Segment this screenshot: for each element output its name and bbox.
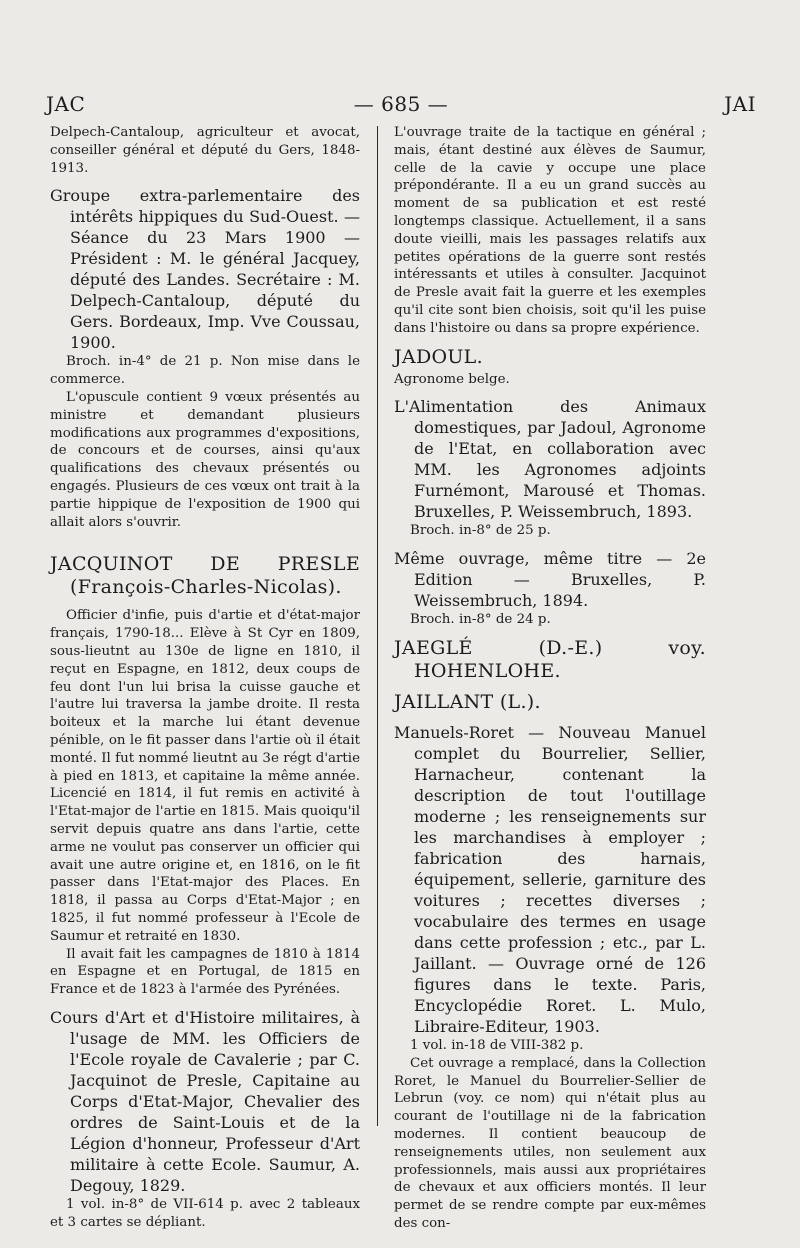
book-title-entry: Manuels-Roret — Nouveau Manuel complet du Bourrelier, Sellier, Harnacheur, contenant la description de tout l'outillage moderne ; les renseignements sur les marchandises à employer ; fabrication des harnais, équipement, sellerie, garniture des voitures ; recettes diverses ; vocabulaire des termes en usage dans cette profession ; etc., par L. Jaillant. — Ouvrage orné de 126 figures dans le texte. Paris, Encyclopédie Roret. L. Mulo, Libraire-Editeur, 1903. — [394, 722, 706, 1036]
left-column — [50, 124, 360, 1231]
book-format: 1 vol. in-8° de VII-614 p. avec 2 tableaux et 3 cartes se dépliant. — [50, 1196, 360, 1230]
page-number: — 685 — — [353, 92, 449, 116]
author-campaigns: Il avait fait les campagnes de 1810 à 1814 en Espagne et en Portugal, de 1815 en France et de 1823 à l'armée des Pyrénées. — [50, 946, 360, 998]
column-divider — [377, 126, 378, 1126]
header-left-word: JAC — [46, 92, 86, 116]
book-commentary: L'ouvrage traite de la tactique en général ; mais, étant destiné aux élèves de Saumur, celle de la cavie y occupe une place prépondérante. Il a eu un grand succès au moment de sa publication et est resté longtemps classique. Actuellement, il a sans doute vieilli, mais les passages relatifs aux petites opérations de la guerre sont restés intéressants et utiles à consulter. Jacquinot de Presle avait fait la guerre et les exemples qu'il cite sont bien choisis, soit qu'il les puise dans l'histoire ou dans sa propre expérience. — [394, 125, 706, 336]
book-format: Broch. in-8° de 25 p. — [410, 523, 551, 539]
author-description: Agronome belge. — [394, 371, 510, 387]
book-format: Broch. in-8° de 24 p. — [410, 612, 551, 628]
header-right-word: JAI — [724, 92, 756, 116]
author-heading: JAILLANT (L.). — [394, 690, 541, 713]
book-format: 1 vol. in-18 de VIII-382 p. — [410, 1037, 584, 1053]
running-header — [46, 92, 756, 122]
author-heading: JADOUL. — [394, 345, 483, 368]
right-column — [394, 124, 706, 1233]
book-title-entry: L'Alimentation des Animaux domestiques, par Jadoul, Agronome de l'Etat, en collaboration avec MM. les Agronomes adjoints Furnémont, Marousé et Thomas. Bruxelles, P. Weissembruch, 1893. — [394, 397, 706, 522]
book-commentary: Cet ouvrage a remplacé, dans la Collection Roret, le Manuel du Bourrelier-Sellier de Lebrun (voy. ce nom) qui n'était plus au courant de l'outillage ni de la fabrication modernes. Il contient beaucoup de renseignements utiles, non seulement aux professionnels, mais aussi aux propriétaires de chevaux et aux officiers montés. Il leur permet de se rendre compte par eux-mêmes des con- — [394, 1055, 706, 1231]
author-biography: Officier d'infie, puis d'artie et d'état-major français, 1790-18... Elève à St Cyr en 1809, sous-lieutnt au 130e de ligne en 1810, il reçut en Espagne, en 1812, deux coups de feu dont l'un lui brisa la cuisse gauche et l'autre lui traversa la jambe droite. Il resta boiteux et la marche lui étant devenue pénible, on le fit passer dans l'artie où il était monté. Il fut nommé lieutnt au 3e régt d'artie à pied en 1813, et capitaine la même année. Licencié en 1814, il fut remis en activité à l'Etat-major de l'artie en 1815. Mais quoiqu'il servit depuis quatre ans dans l'artie, cette arme ne voulut pas conserver un officier qui avait une autre origine et, en 1816, on le fit passer dans l'Etat-major des Places. En 1818, il passa au Corps d'Etat-Major ; en 1825, il fut nommé professeur à l'Ecole de Saumur et retraité en 1830. — [50, 608, 360, 944]
book-title-entry: Même ouvrage, même titre — 2e Edition — Bruxelles, P. Weissembruch, 1894. — [394, 549, 706, 611]
entry-continuation: Delpech-Cantaloup, agriculteur et avocat, conseiller général et député du Gers, 1848-1913. — [50, 125, 360, 176]
book-title-entry: Groupe extra-parlementaire des intérêts hippiques du Sud-Ouest. — Séance du 23 Mars 1900 — Président : M. le général Jacquey, député des Landes. Secrétaire : M. Delpech-Cantaloup, député du Gers. Bordeaux, Imp. Vve Coussau, 1900. — [50, 186, 360, 353]
author-heading: JACQUINOT DE PRESLE (François-Charles-Nicolas). — [50, 553, 360, 599]
book-title-entry: Cours d'Art et d'Histoire militaires, à l'usage de MM. les Officiers de l'Ecole royale de Cavalerie ; par C. Jacquinot de Presle, Capitaine au Corps d'Etat-Major, Chevalier des ordres de Saint-Louis et de la Légion d'honneur, Professeur d'Art militaire à cette Ecole. Saumur, A. Degouy, 1829. — [50, 1007, 360, 1195]
book-format: Broch. in-4° de 21 p. Non mise dans le commerce. — [50, 354, 360, 388]
book-commentary: L'opuscule contient 9 vœux présentés au ministre et demandant plusieurs modifications aux programmes d'expositions, de concours et de courses, ainsi qu'aux qualifications des chevaux présentés ou engagés. Plusieurs de ces vœux ont trait à la partie hippique de l'exposition de 1900 qui allait alors s'ouvrir. — [50, 389, 360, 530]
cross-reference-heading: JAEGLÉ (D.-E.) voy. HOHENLOHE. — [394, 636, 706, 682]
